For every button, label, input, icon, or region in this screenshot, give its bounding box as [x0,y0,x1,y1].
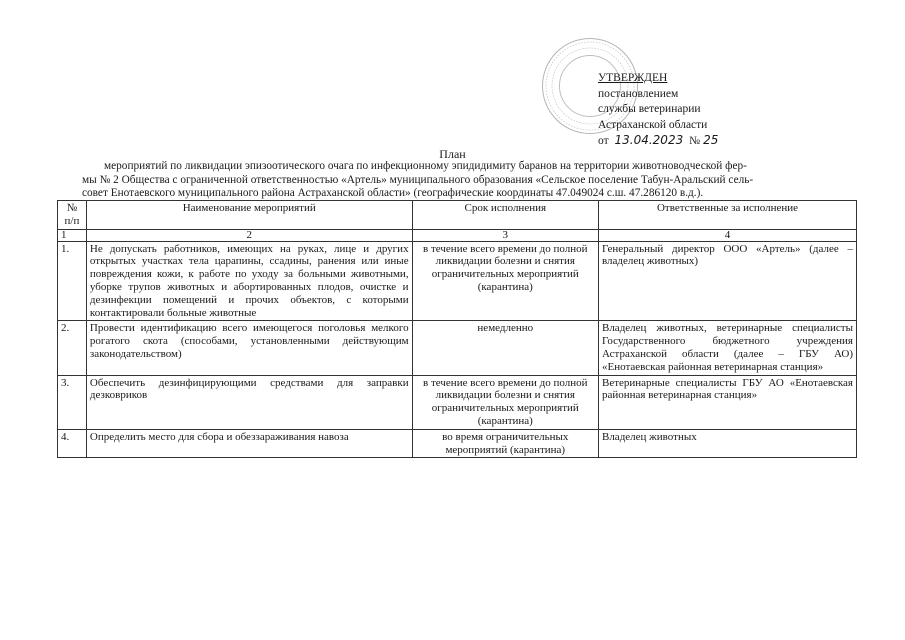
table-row [58,321,857,375]
row-action: Провести идентификацию всего имеющегося поголовья мелкого рогатого скота (способами, установленными действующим законодательством) [86,321,412,375]
table-row [58,241,857,321]
approval-number: 25 [703,133,719,147]
approval-number-label: № [689,135,701,147]
intro-line-3: совет Енотаевского муниципального района Астраханской области» (географические координаты 47.049024 с.ш. 47.286120 в.д.). [82,187,704,199]
row-action: Не допускать работников, имеющих на руках, лице и других открытых участках тела царапины, ссадины, ранения или иные повреждения кожи, к работе по уходу за больными животными, уборке трупов животных и абортированных плодов, очистке и дезинфекции помещений и прочих объектов, с которыми контактировали больные животные [86,241,412,321]
intro-line-2: мы № 2 Общества с ограниченной ответственностью «Артель» муниципального образования «Сельское поселение Табун-Аральский сель- [82,173,754,186]
measures-table [57,200,857,458]
row-responsible: Владелец животных [598,429,856,458]
intro-line-1: мероприятий по ликвидации эпизоотического очага по инфекционному эпидидимиту баранов на территории животноводческой фер- [104,160,747,172]
document-intro [82,160,850,201]
table-header-row [58,201,857,230]
table-row [58,429,857,458]
document-title: План [439,147,466,161]
approval-line-1: постановлением [598,87,679,100]
header-term: Срок исполнения [412,201,598,230]
approval-from-label: от [598,135,609,147]
column-number: 1 [58,229,87,241]
header-number: № п/п [58,201,87,230]
column-number: 3 [412,229,598,241]
row-responsible: Генеральный директор ООО «Артель» (далее – владелец животных) [598,241,856,321]
row-action: Обеспечить дезинфицирующими средствами для заправки дезковриков [86,375,412,429]
column-number-row [58,229,857,241]
row-number: 1. [58,241,87,321]
row-term: немедленно [412,321,598,375]
row-term: в течение всего времени до полной ликвидации болезни и снятия ограничительных мероприятий (карантина) [412,241,598,321]
row-responsible: Владелец животных, ветеринарные специалисты Государственного бюджетного учреждения Астраханской области (далее – ГБУ АО) «Енотаевская районная ветеринарная станция» [598,321,856,375]
column-number: 4 [598,229,856,241]
row-action: Определить место для сбора и обеззараживания навоза [86,429,412,458]
header-action: Наименование мероприятий [86,201,412,230]
header-responsible: Ответственные за исполнение [598,201,856,230]
column-number: 2 [86,229,412,241]
row-number: 4. [58,429,87,458]
row-term: во время ограничительных мероприятий (карантина) [412,429,598,458]
approval-line-3: Астраханской области [598,118,708,131]
approval-heading: УТВЕРЖДЕН [598,72,668,84]
approval-block [598,71,798,150]
row-number: 2. [58,321,87,375]
row-term: в течение всего времени до полной ликвидации болезни и снятия ограничительных мероприятий (карантина) [412,375,598,429]
row-number: 3. [58,375,87,429]
table-row [58,375,857,429]
approval-date: 13.04.2023 [614,133,684,147]
approval-line-2: службы ветеринарии [598,103,701,115]
row-responsible: Ветеринарные специалисты ГБУ АО «Енотаевская районная ветеринарная станция» [598,375,856,429]
